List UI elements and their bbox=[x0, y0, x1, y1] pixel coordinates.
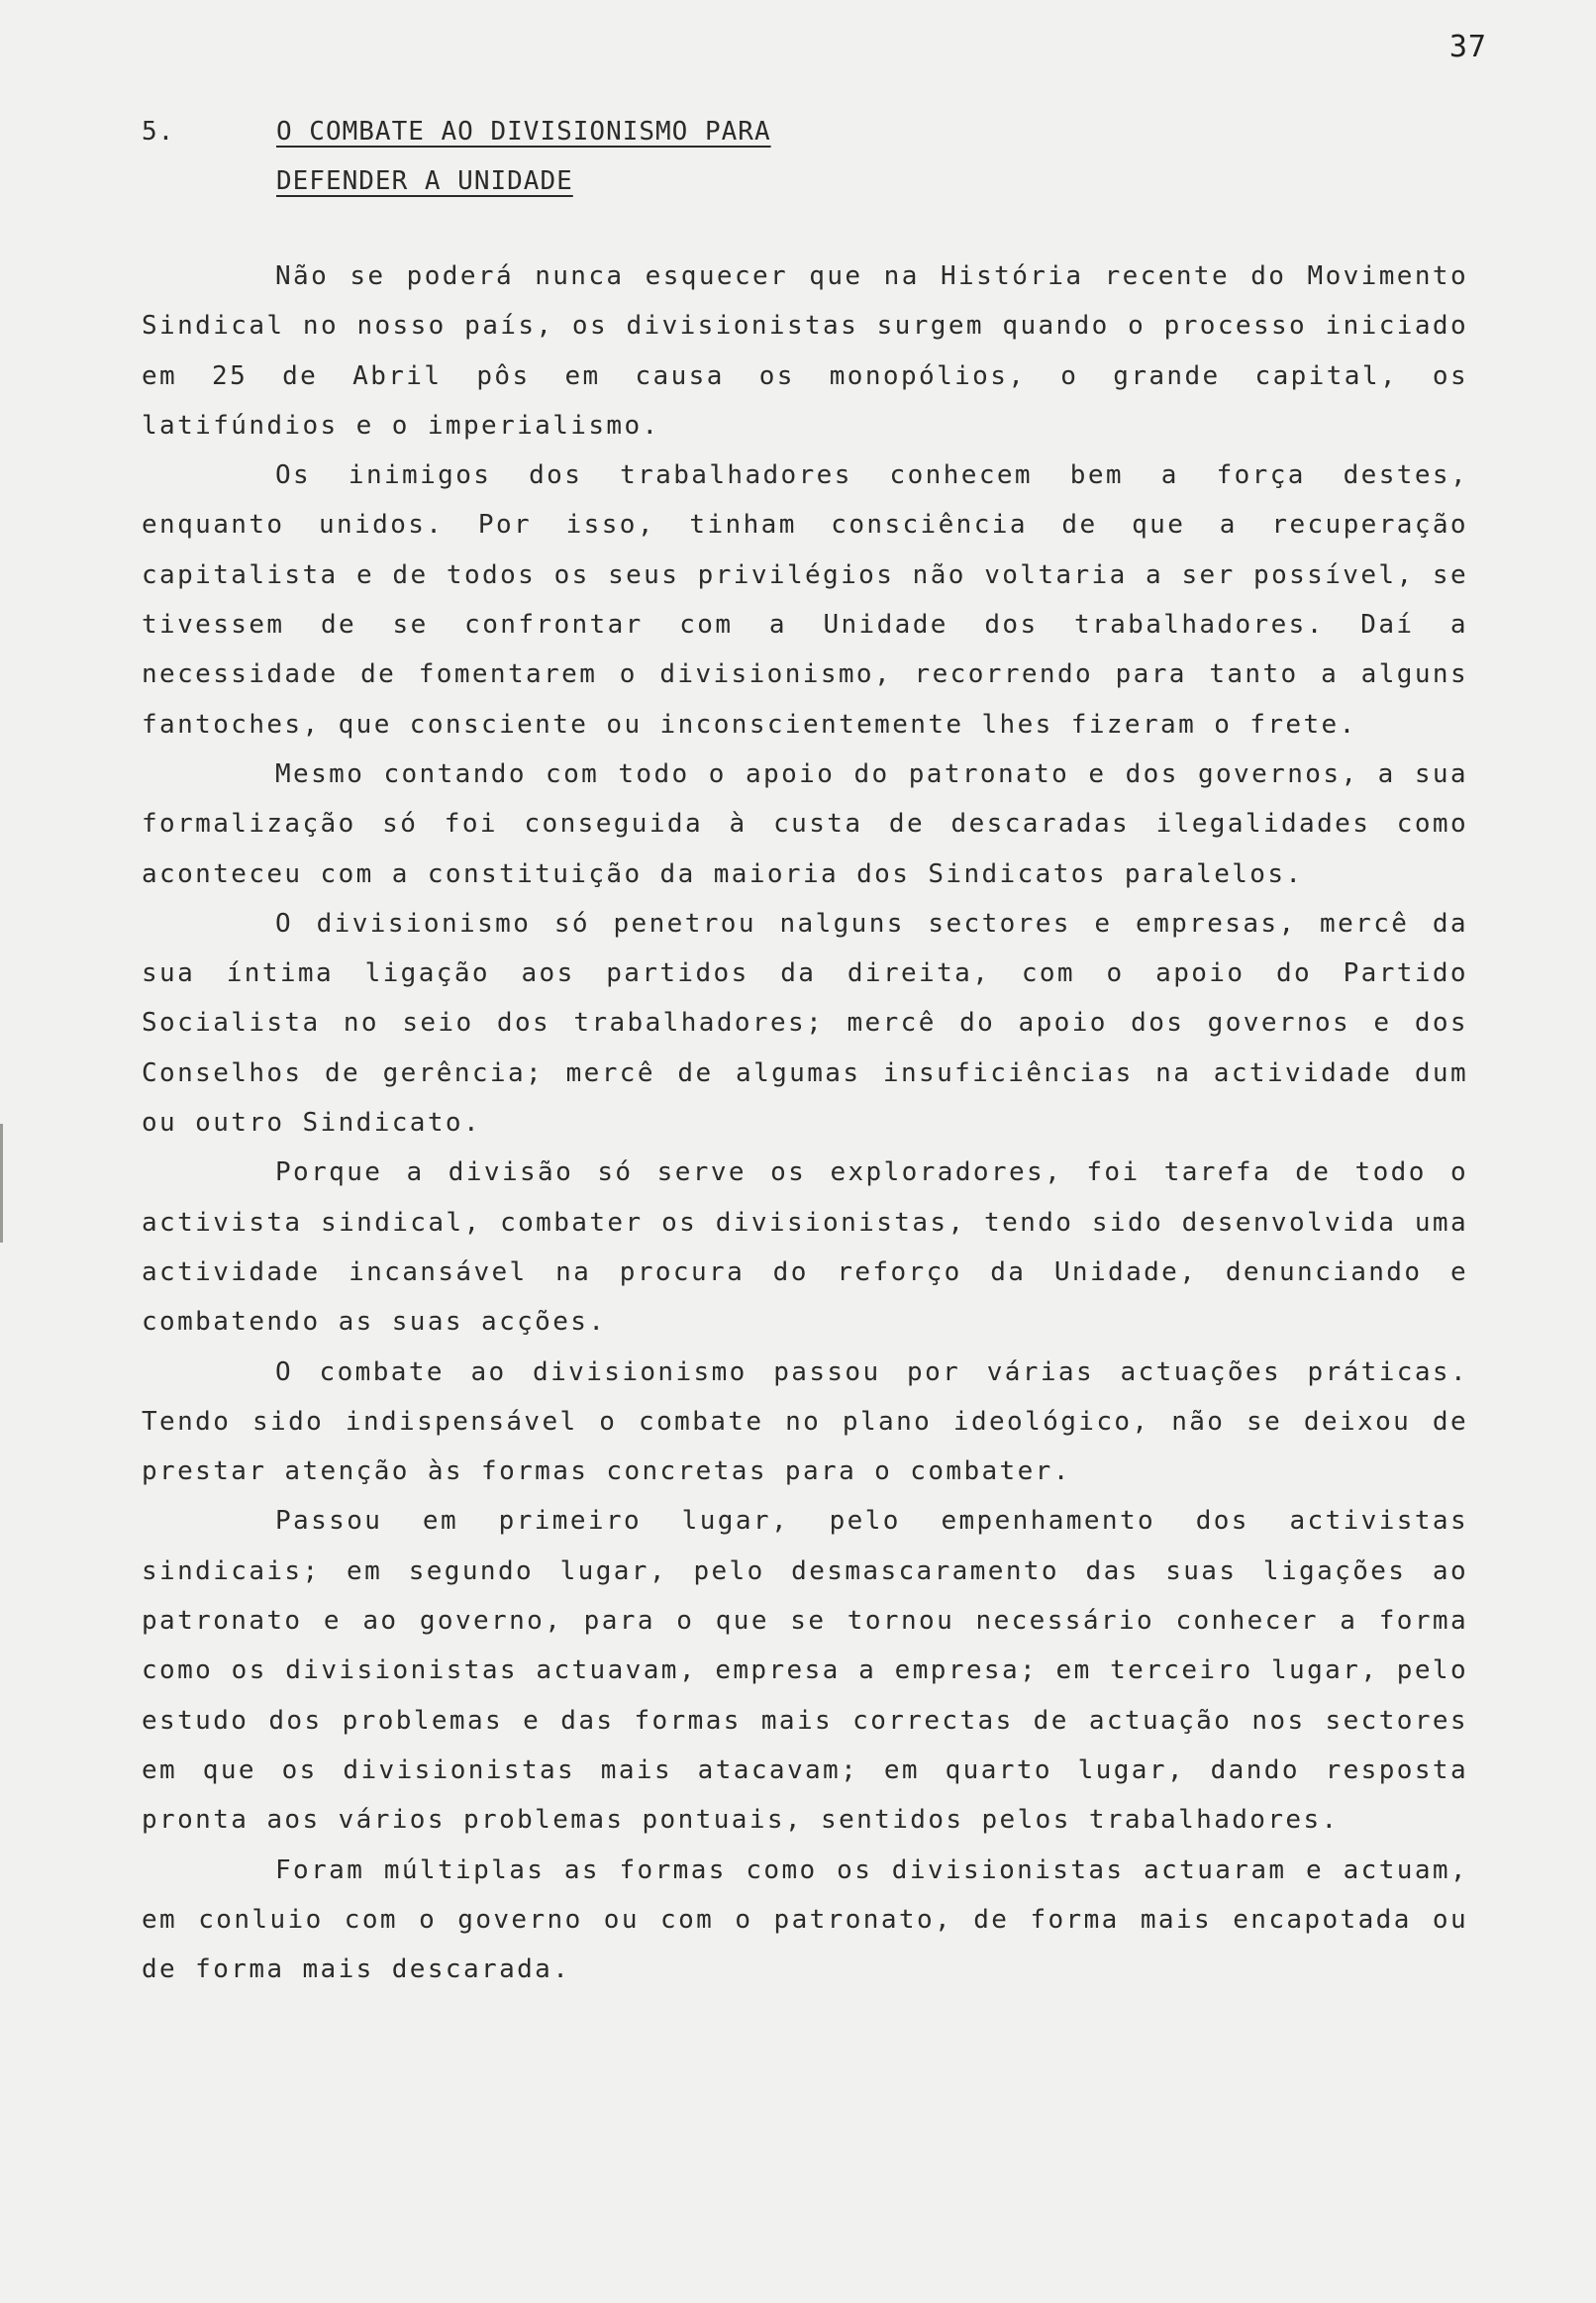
paragraph: Mesmo contando com todo o apoio do patronato e dos governos, a sua formalização só foi conseguida à custa de descaradas ilegalidades como aconteceu com a constituição da maioria dos Sindicatos paralelos. bbox=[142, 758, 1468, 889]
section-number: 5. bbox=[142, 117, 175, 147]
paragraph: Não se poderá nunca esquecer que na História recente do Movimento Sindical no nosso país, os divisionistas surgem quando o processo iniciado em 25 de Abril pôs em causa os monopólios, o grande capital, os latifúndios e o imperialismo. bbox=[142, 261, 1468, 441]
page-number: 37 bbox=[1448, 30, 1487, 64]
section-title-line-1: O COMBATE AO DIVISIONISMO PARA bbox=[276, 117, 771, 147]
body-text bbox=[142, 251, 1468, 1994]
paragraph: Os inimigos dos trabalhadores conhecem bem a força destes, enquanto unidos. Por isso, tinham consciência de que a recuperação capitalista e de todos os seus privilégios não voltaria a ser possível, se tivessem de se confrontar com a Unidade dos trabalhadores. Daí a necessidade de fomentarem o divisionismo, recorrendo para tanto a alguns fantoches, que consciente ou inconscientemente lhes fizeram o frete. bbox=[142, 460, 1468, 740]
section-title bbox=[276, 107, 771, 206]
paragraph: Passou em primeiro lugar, pelo empenhamento dos activistas sindicais; em segundo lugar, pelo desmascaramento das suas ligações ao patronato e ao governo, para o que se tornou necessário conhecer a forma como os divisionistas actuavam, empresa a empresa; em terceiro lugar, pelo estudo dos problemas e das formas mais correctas de actuação nos sectores em que os divisionistas mais atacavam; em quarto lugar, dando resposta pronta aos vários problemas pontuais, sentidos pelos trabalhadores. bbox=[142, 1506, 1468, 1836]
paragraph: O divisionismo só penetrou nalguns sectores e empresas, mercê da sua íntima ligação aos partidos da direita, com o apoio do Partido Socialista no seio dos trabalhadores; mercê do apoio dos governos e dos Conselhos de gerência; mercê de algumas insuficiências na actividade dum ou outro Sindicato. bbox=[142, 908, 1468, 1139]
section-title-line-2: DEFENDER A UNIDADE bbox=[276, 166, 573, 196]
paragraph: Porque a divisão só serve os exploradores, foi tarefa de todo o activista sindical, combater os divisionistas, tendo sido desenvolvida uma actividade incansável na procura do reforço da Unidade, denunciando e combatendo as suas acções. bbox=[142, 1157, 1468, 1338]
paragraph: O combate ao divisionismo passou por várias actuações práticas. Tendo sido indispensável o combate no plano ideológico, não se deixou de prestar atenção às formas concretas para o combater. bbox=[142, 1356, 1468, 1487]
paragraph: Foram múltiplas as formas como os divisionistas actuaram e actuam, em conluio com o governo ou com o patronato, de forma mais encapotada ou de forma mais descarada. bbox=[142, 1854, 1468, 1985]
margin-mark bbox=[0, 1124, 3, 1243]
